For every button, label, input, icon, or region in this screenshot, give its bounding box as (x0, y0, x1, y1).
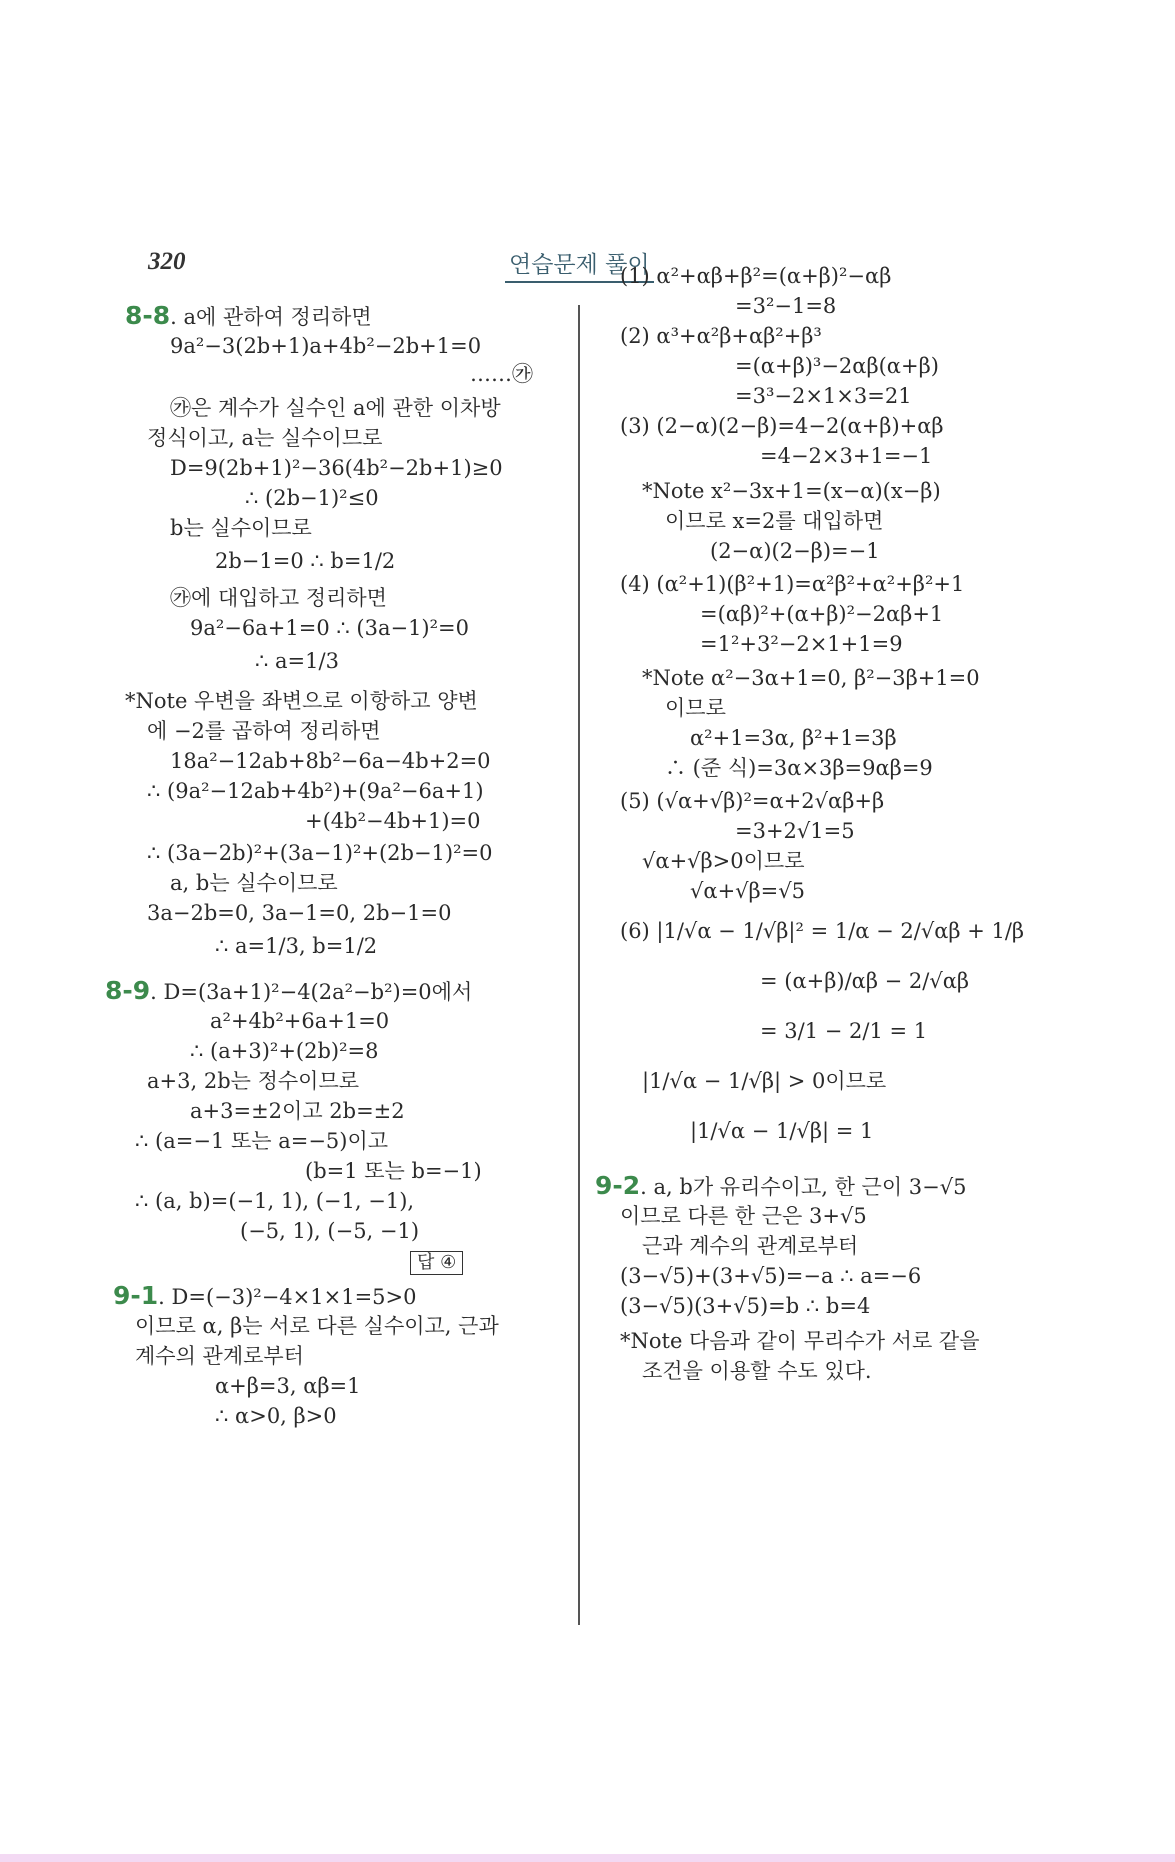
left-line: 계수의 관계로부터 (135, 1344, 304, 1368)
left-line (125, 302, 372, 331)
left-line: a, b는 실수이므로 (170, 871, 338, 895)
problem-number: 8-9 (105, 976, 151, 1005)
left-line: ∴ a=1/3 (255, 649, 339, 673)
right-line: *Note α²−3α+1=0, β²−3β+1=0 (642, 666, 980, 690)
right-line: (2) α³+α²β+αβ²+β³ (620, 324, 822, 348)
right-line: (3−√5)(3+√5)=b ∴ b=4 (620, 1294, 871, 1318)
left-line (113, 1282, 417, 1311)
right-line: 이므로 (665, 696, 726, 720)
page-number: 320 (148, 248, 186, 275)
left-line: a+3, 2b는 정수이므로 (147, 1069, 360, 1093)
right-line: |1/√α − 1/√β| > 0이므로 (642, 1069, 887, 1093)
right-line: √α+√β>0이므로 (642, 849, 805, 873)
left-line: ㉮에 대입하고 정리하면 (170, 586, 387, 610)
right-line: =1²+3²−2×1+1=9 (700, 632, 903, 656)
left-line: ㉮은 계수가 실수인 a에 관한 이차방 (170, 396, 501, 420)
left-line: 18a²−12ab+8b²−6a−4b+2=0 (170, 749, 491, 773)
left-line: a²+4b²+6a+1=0 (210, 1009, 390, 1033)
right-line: |1/√α − 1/√β| = 1 (690, 1119, 874, 1143)
right-line: =3²−1=8 (735, 294, 837, 318)
right-line: =(αβ)²+(α+β)²−2αβ+1 (700, 602, 944, 626)
problem-number: 8-8 (125, 301, 171, 330)
right-line: √α+√β=√5 (690, 879, 806, 903)
right-line: (4) (α²+1)(β²+1)=α²β²+α²+β²+1 (620, 572, 965, 596)
left-line: a+3=±2이고 2b=±2 (190, 1099, 405, 1123)
left-line: 9a²−6a+1=0 ∴ (3a−1)²=0 (190, 616, 469, 640)
left-line (105, 977, 472, 1006)
left-line: 에 −2를 곱하여 정리하면 (147, 719, 381, 743)
right-line: (2−α)(2−β)=−1 (710, 539, 880, 563)
right-line: = 3/1 − 2/1 = 1 (760, 1019, 928, 1043)
left-line: b는 실수이므로 (170, 516, 312, 540)
left-line: ……㉮ (470, 362, 533, 386)
left-line: ∴ (a+3)²+(2b)²=8 (190, 1039, 379, 1063)
right-line: (6) |1/√α − 1/√β|² = 1/α − 2/√αβ + 1/β (620, 919, 1025, 943)
problem-text: . a, b가 유리수이고, 한 근이 3−√5 (640, 1175, 967, 1199)
left-line: 2b−1=0 ∴ b=1/2 (215, 549, 396, 573)
left-line: 9a²−3(2b+1)a+4b²−2b+1=0 (170, 334, 482, 358)
right-line: (3) (2−α)(2−β)=4−2(α+β)+αβ (620, 414, 944, 438)
right-line: *Note 다음과 같이 무리수가 서로 같을 (620, 1329, 980, 1353)
left-line: *Note 우변을 좌변으로 이항하고 양변 (125, 689, 478, 713)
left-line: (−5, 1), (−5, −1) (240, 1219, 420, 1243)
right-line: 이므로 다른 한 근은 3+√5 (620, 1204, 867, 1228)
problem-number: 9-2 (595, 1171, 641, 1200)
problem-text: . D=(3a+1)²−4(2a²−b²)=0에서 (150, 980, 473, 1004)
left-line: α+β=3, αβ=1 (215, 1374, 361, 1398)
right-line: 근과 계수의 관계로부터 (642, 1234, 859, 1258)
left-line (410, 1247, 463, 1275)
problem-text: . a에 관하여 정리하면 (170, 305, 372, 329)
left-line: ∴ a=1/3, b=1/2 (215, 934, 378, 958)
left-line: ∴ (a=−1 또는 a=−5)이고 (135, 1129, 389, 1153)
left-line: 3a−2b=0, 3a−1=0, 2b−1=0 (147, 901, 452, 925)
left-line: (b=1 또는 b=−1) (305, 1159, 482, 1183)
left-line: 정식이고, a는 실수이므로 (147, 426, 383, 450)
problem-number: 9-1 (113, 1281, 159, 1310)
column-divider (578, 305, 580, 1625)
right-line (595, 1172, 967, 1201)
right-line: =3+2√1=5 (735, 819, 855, 843)
page-title: 연습문제 풀이 (505, 246, 654, 283)
left-line: ∴ (a, b)=(−1, 1), (−1, −1), (135, 1189, 415, 1213)
right-line: =4−2×3+1=−1 (760, 444, 933, 468)
left-line: 이므로 α, β는 서로 다른 실수이고, 근과 (135, 1314, 499, 1338)
problem-text: . D=(−3)²−4×1×1=5>0 (158, 1285, 417, 1309)
right-line: (1) α²+αβ+β²=(α+β)²−αβ (620, 264, 892, 288)
right-line: α²+1=3α, β²+1=3β (690, 726, 897, 750)
right-line: 조건을 이용할 수도 있다. (642, 1359, 872, 1383)
left-line: ∴ (2b−1)²≤0 (245, 486, 379, 510)
left-line: ∴ (9a²−12ab+4b²)+(9a²−6a+1) (147, 779, 484, 803)
right-line: = (α+β)/αβ − 2/√αβ (760, 969, 970, 993)
right-line: *Note x²−3x+1=(x−α)(x−β) (642, 479, 941, 503)
left-line: ∴ (3a−2b)²+(3a−1)²+(2b−1)²=0 (147, 841, 493, 865)
right-line: (5) (√α+√β)²=α+2√αβ+β (620, 789, 885, 813)
left-line: D=9(2b+1)²−36(4b²−2b+1)≥0 (170, 456, 503, 480)
right-line: (3−√5)+(3+√5)=−a ∴ a=−6 (620, 1264, 922, 1288)
answer-box: 답 ④ (410, 1251, 463, 1275)
right-line: 이므로 x=2를 대입하면 (665, 509, 884, 533)
left-line: ∴ α>0, β>0 (215, 1404, 337, 1428)
bottom-strip (0, 1854, 1175, 1862)
left-line: +(4b²−4b+1)=0 (305, 809, 481, 833)
right-line: =(α+β)³−2αβ(α+β) (735, 354, 939, 378)
right-line: ∴ (준 식)=3α×3β=9αβ=9 (665, 756, 933, 780)
right-line: =3³−2×1×3=21 (735, 384, 912, 408)
